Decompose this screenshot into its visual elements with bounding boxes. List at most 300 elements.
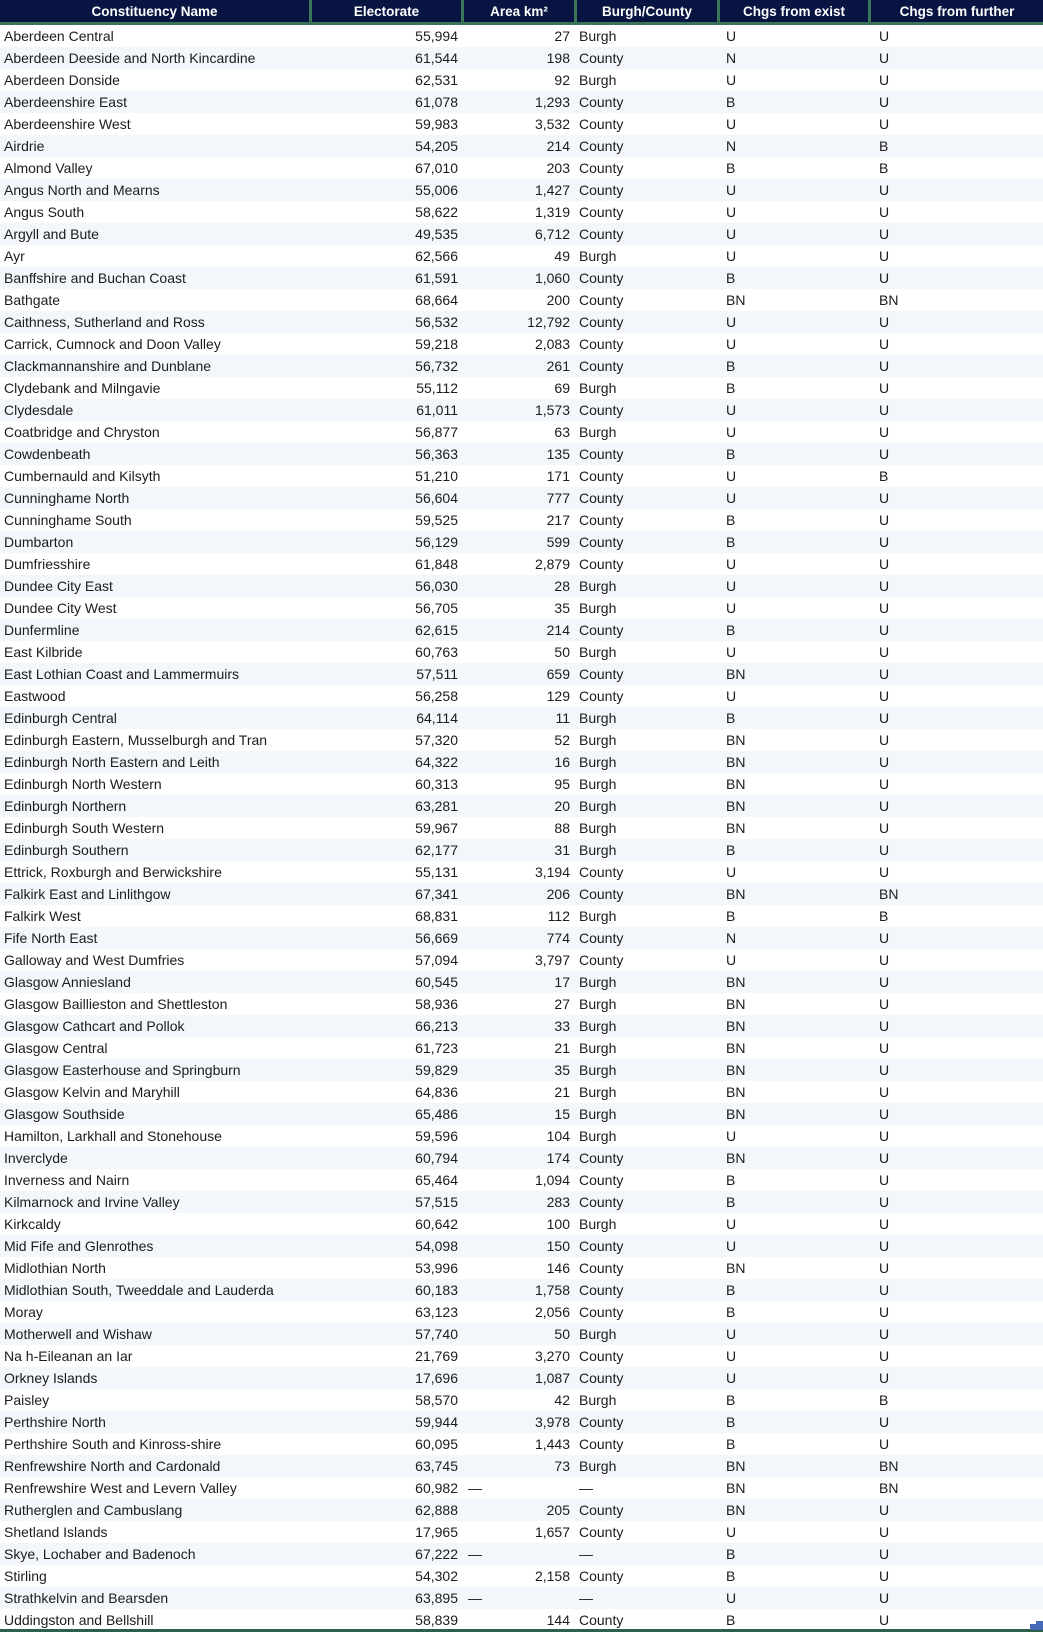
cell-area: 198 [546, 50, 570, 66]
cell-burgh: Burgh [579, 1040, 617, 1056]
cell-name: Edinburgh North Western [4, 776, 162, 792]
cell-area: 50 [554, 644, 570, 660]
cell-further: U [879, 732, 890, 748]
cell-electorate: 61,078 [415, 94, 458, 110]
cell-further: U [879, 1326, 890, 1342]
cell-further: U [879, 1304, 890, 1320]
cell-exist: U [726, 226, 737, 242]
cell-name: Dunfermline [4, 622, 80, 638]
table-row [0, 1499, 1043, 1521]
cell-exist: B [726, 1194, 736, 1210]
cell-further: U [879, 864, 890, 880]
column-header-chgs-from-further[interactable]: Chgs from further [871, 0, 1043, 25]
cell-exist: U [726, 490, 737, 506]
cell-electorate: 56,705 [415, 600, 458, 616]
cell-area: 16 [554, 754, 570, 770]
cell-burgh: Burgh [579, 776, 617, 792]
cell-name: Midlothian South, Tweeddale and Lauderda [4, 1282, 274, 1298]
cell-further: B [879, 1392, 889, 1408]
cell-electorate: 59,596 [415, 1128, 458, 1144]
cell-burgh: Burgh [579, 248, 617, 264]
cell-further: U [879, 1414, 890, 1430]
cell-area: 52 [554, 732, 570, 748]
cell-burgh: County [579, 886, 624, 902]
cell-name: East Lothian Coast and Lammermuirs [4, 666, 239, 682]
cell-electorate: 56,732 [415, 358, 458, 374]
cell-electorate: 56,030 [415, 578, 458, 594]
cell-further: U [879, 1370, 890, 1386]
table-row [0, 245, 1043, 267]
cell-burgh: County [579, 1414, 624, 1430]
cell-name: Cumbernauld and Kilsyth [4, 468, 161, 484]
cell-name: Paisley [4, 1392, 50, 1408]
cell-exist: BN [726, 1502, 746, 1518]
cell-burgh: — [579, 1480, 593, 1496]
cell-electorate: 21,769 [415, 1348, 458, 1364]
cell-exist: B [726, 622, 736, 638]
cell-name: Carrick, Cumnock and Doon Valley [4, 336, 221, 352]
cell-burgh: Burgh [579, 1062, 617, 1078]
table-row [0, 1565, 1043, 1587]
cell-further: U [879, 1568, 890, 1584]
cell-burgh: Burgh [579, 1392, 617, 1408]
cell-exist: B [726, 1172, 736, 1188]
cell-further: U [879, 952, 890, 968]
cell-name: Glasgow Easterhouse and Springburn [4, 1062, 241, 1078]
column-header-area-km2[interactable]: Area km² [464, 0, 577, 25]
cell-electorate: 55,994 [415, 28, 458, 44]
cell-electorate: 54,098 [415, 1238, 458, 1254]
cell-name: Midlothian North [4, 1260, 106, 1276]
cell-name: Fife North East [4, 930, 98, 946]
cell-area: 35 [554, 600, 570, 616]
cell-name: Cunninghame North [4, 490, 130, 506]
cell-burgh: Burgh [579, 28, 617, 44]
cell-area: 17 [554, 974, 570, 990]
cell-area: 200 [546, 292, 570, 308]
cell-exist: BN [726, 1040, 746, 1056]
cell-further: U [879, 402, 890, 418]
cell-further: U [879, 336, 890, 352]
cell-exist: B [726, 270, 736, 286]
cell-area: 283 [546, 1194, 570, 1210]
cell-burgh: County [579, 204, 624, 220]
table-row [0, 751, 1043, 773]
cell-further: U [879, 1612, 890, 1628]
cell-area: 12,792 [527, 314, 570, 330]
cell-exist: BN [726, 1260, 746, 1276]
cell-electorate: 60,763 [415, 644, 458, 660]
table-row [0, 1081, 1043, 1103]
cell-exist: BN [726, 1150, 746, 1166]
cell-exist: U [726, 204, 737, 220]
cell-area: 100 [546, 1216, 570, 1232]
cell-burgh: — [579, 1546, 593, 1562]
cell-exist: BN [726, 1084, 746, 1100]
cell-area: 112 [547, 908, 570, 924]
cell-area: 11 [555, 710, 570, 726]
cell-name: Glasgow Anniesland [4, 974, 131, 990]
cell-exist: BN [726, 820, 746, 836]
cell-name: Angus South [4, 204, 85, 220]
cell-further: U [879, 248, 890, 264]
cell-area: 214 [546, 138, 570, 154]
cell-area: 31 [554, 842, 570, 858]
table-row [0, 1059, 1043, 1081]
cell-name: Cunninghame South [4, 512, 132, 528]
cell-electorate: 63,281 [415, 798, 458, 814]
cell-exist: N [726, 50, 737, 66]
cell-electorate: 57,511 [416, 666, 458, 682]
cell-area: 261 [546, 358, 570, 374]
column-header-constituency-name[interactable]: Constituency Name [0, 0, 312, 25]
cell-name: Inverness and Nairn [4, 1172, 130, 1188]
cell-area: 6,712 [534, 226, 570, 242]
cell-area: 150 [546, 1238, 570, 1254]
cell-area: 777 [546, 490, 570, 506]
cell-exist: BN [726, 1106, 746, 1122]
cell-electorate: 55,006 [415, 182, 458, 198]
cell-further: U [879, 600, 890, 616]
cell-electorate: 17,965 [415, 1524, 458, 1540]
cell-exist: U [726, 556, 737, 572]
table-row [0, 773, 1043, 795]
cell-name: Glasgow Southside [4, 1106, 125, 1122]
cell-further: BN [879, 292, 899, 308]
cell-exist: N [726, 930, 737, 946]
cell-name: Bathgate [4, 292, 61, 308]
cell-exist: U [726, 468, 737, 484]
cell-burgh: Burgh [579, 1326, 617, 1342]
table-row [0, 179, 1043, 201]
table-row [0, 1587, 1043, 1609]
cell-further: U [879, 1282, 890, 1298]
cell-burgh: Burgh [579, 72, 617, 88]
cell-further: U [879, 1590, 890, 1606]
table-row [0, 1521, 1043, 1543]
cell-further: U [879, 1238, 890, 1254]
cell-exist: U [726, 1326, 737, 1342]
column-header-electorate[interactable]: Electorate [312, 0, 464, 25]
cell-electorate: 60,545 [415, 974, 458, 990]
table-row [0, 1367, 1043, 1389]
cell-burgh: County [579, 622, 624, 638]
table-row [0, 157, 1043, 179]
table-row [0, 1477, 1043, 1499]
cell-name: Glasgow Central [4, 1040, 108, 1056]
cell-area: 2,056 [534, 1304, 570, 1320]
cell-burgh: County [579, 1304, 624, 1320]
cell-burgh: County [579, 1612, 624, 1628]
cell-burgh: Burgh [579, 842, 617, 858]
cell-area: 3,194 [534, 864, 570, 880]
cell-name: Edinburgh Northern [4, 798, 127, 814]
table-row [0, 1433, 1043, 1455]
cell-exist: U [726, 952, 737, 968]
cell-further: U [879, 380, 890, 396]
cell-further: U [879, 1436, 890, 1452]
cell-area: 1,427 [534, 182, 570, 198]
cell-burgh: Burgh [579, 1106, 617, 1122]
cell-name: Aberdeenshire West [4, 116, 131, 132]
cell-burgh: Burgh [579, 424, 617, 440]
table-row [0, 597, 1043, 619]
cell-burgh: County [579, 138, 624, 154]
cell-further: U [879, 666, 890, 682]
cell-exist: U [726, 1128, 737, 1144]
cell-burgh: County [579, 182, 624, 198]
cell-name: Glasgow Cathcart and Pollok [4, 1018, 185, 1034]
cell-burgh: County [579, 1172, 624, 1188]
table-row [0, 1213, 1043, 1235]
cell-electorate: 57,740 [415, 1326, 458, 1342]
cell-electorate: 67,222 [415, 1546, 458, 1562]
cell-exist: U [726, 314, 737, 330]
table-row [0, 113, 1043, 135]
cell-burgh: Burgh [579, 1458, 617, 1474]
cell-burgh: County [579, 1194, 624, 1210]
cell-exist: BN [726, 996, 746, 1012]
table-row [0, 861, 1043, 883]
cell-area: 1,060 [534, 270, 570, 286]
cell-burgh: Burgh [579, 974, 617, 990]
cell-name: Mid Fife and Glenrothes [4, 1238, 154, 1254]
scroll-corner-block-short [1030, 1624, 1036, 1630]
cell-further: U [879, 996, 890, 1012]
cell-burgh: County [579, 1568, 624, 1584]
cell-name: Glasgow Baillieston and Shettleston [4, 996, 228, 1012]
cell-further: B [879, 138, 889, 154]
cell-exist: B [726, 446, 736, 462]
cell-exist: U [726, 402, 737, 418]
cell-further: U [879, 798, 890, 814]
cell-burgh: Burgh [579, 1128, 617, 1144]
cell-electorate: 68,664 [415, 292, 458, 308]
cell-further: U [879, 1018, 890, 1034]
cell-name: Perthshire South and Kinross-shire [4, 1436, 222, 1452]
cell-exist: BN [726, 1480, 746, 1496]
table-body [0, 25, 1043, 1631]
cell-further: U [879, 72, 890, 88]
cell-electorate: 66,213 [415, 1018, 458, 1034]
cell-burgh: Burgh [579, 820, 617, 836]
cell-further: U [879, 1546, 890, 1562]
cell-further: U [879, 28, 890, 44]
cell-further: U [879, 644, 890, 660]
table-row [0, 971, 1043, 993]
table-row [0, 355, 1043, 377]
cell-name: Aberdeen Central [4, 28, 114, 44]
cell-name: Edinburgh Southern [4, 842, 129, 858]
cell-electorate: 63,895 [415, 1590, 458, 1606]
table-row [0, 553, 1043, 575]
cell-exist: BN [726, 798, 746, 814]
cell-further: U [879, 754, 890, 770]
cell-area: 33 [554, 1018, 570, 1034]
cell-electorate: 63,745 [415, 1458, 458, 1474]
cell-electorate: 54,302 [415, 1568, 458, 1584]
cell-area: 2,879 [534, 556, 570, 572]
cell-area: 3,270 [534, 1348, 570, 1364]
cell-burgh: County [579, 50, 624, 66]
cell-electorate: 59,983 [415, 116, 458, 132]
cell-area: — [468, 1590, 482, 1606]
column-header-chgs-from-exist[interactable]: Chgs from exist [720, 0, 871, 25]
cell-electorate: 56,877 [415, 424, 458, 440]
cell-name: Falkirk West [4, 908, 81, 924]
cell-further: U [879, 1348, 890, 1364]
cell-area: 50 [554, 1326, 570, 1342]
table-row [0, 1125, 1043, 1147]
cell-name: Inverclyde [4, 1150, 68, 1166]
cell-burgh: County [579, 402, 624, 418]
cell-area: 129 [546, 688, 570, 704]
cell-burgh: County [579, 534, 624, 550]
cell-burgh: County [579, 1282, 624, 1298]
cell-further: B [879, 468, 889, 484]
cell-further: U [879, 1260, 890, 1276]
cell-burgh: County [579, 1436, 624, 1452]
table-row [0, 1543, 1043, 1565]
cell-area: 21 [554, 1040, 570, 1056]
cell-further: U [879, 556, 890, 572]
cell-electorate: 64,322 [415, 754, 458, 770]
table-row [0, 993, 1043, 1015]
cell-further: U [879, 50, 890, 66]
cell-exist: U [726, 578, 737, 594]
cell-further: U [879, 1128, 890, 1144]
table-row [0, 663, 1043, 685]
cell-electorate: 56,129 [415, 534, 458, 550]
cell-burgh: Burgh [579, 908, 617, 924]
cell-electorate: 60,794 [415, 1150, 458, 1166]
table-row [0, 69, 1043, 91]
cell-exist: U [726, 116, 737, 132]
cell-further: U [879, 1150, 890, 1166]
table-row [0, 927, 1043, 949]
table-row [0, 421, 1043, 443]
cell-exist: U [726, 1524, 737, 1540]
table-row [0, 839, 1043, 861]
cell-area: — [468, 1480, 482, 1496]
cell-electorate: 61,723 [415, 1040, 458, 1056]
cell-further: U [879, 1040, 890, 1056]
cell-burgh: County [579, 446, 624, 462]
cell-burgh: County [579, 490, 624, 506]
cell-electorate: 60,313 [415, 776, 458, 792]
column-header-burgh-county[interactable]: Burgh/County [577, 0, 720, 25]
cell-name: Moray [4, 1304, 43, 1320]
table-row [0, 267, 1043, 289]
cell-area: 42 [554, 1392, 570, 1408]
cell-area: 1,443 [534, 1436, 570, 1452]
cell-electorate: 62,888 [415, 1502, 458, 1518]
cell-burgh: County [579, 116, 624, 132]
table-row [0, 1345, 1043, 1367]
cell-name: Almond Valley [4, 160, 93, 176]
cell-name: Airdrie [4, 138, 45, 154]
cell-area: 217 [546, 512, 570, 528]
table-row [0, 1389, 1043, 1411]
cell-exist: U [726, 336, 737, 352]
cell-name: Aberdeen Donside [4, 72, 120, 88]
cell-burgh: Burgh [579, 380, 617, 396]
cell-exist: B [726, 1282, 736, 1298]
table-row [0, 201, 1043, 223]
cell-area: 88 [554, 820, 570, 836]
cell-name: Orkney Islands [4, 1370, 98, 1386]
cell-electorate: 60,183 [415, 1282, 458, 1298]
cell-burgh: County [579, 468, 624, 484]
cell-burgh: County [579, 688, 624, 704]
table-row [0, 223, 1043, 245]
cell-electorate: 51,210 [415, 468, 458, 484]
cell-further: U [879, 1084, 890, 1100]
cell-area: 214 [546, 622, 570, 638]
cell-area: 1,087 [534, 1370, 570, 1386]
cell-further: BN [879, 886, 899, 902]
cell-burgh: Burgh [579, 1084, 617, 1100]
cell-name: Falkirk East and Linlithgow [4, 886, 171, 902]
cell-electorate: 56,258 [415, 688, 458, 704]
cell-further: U [879, 1106, 890, 1122]
table-row [0, 47, 1043, 69]
cell-electorate: 17,696 [415, 1370, 458, 1386]
table-row [0, 1191, 1043, 1213]
cell-burgh: County [579, 512, 624, 528]
cell-electorate: 64,114 [416, 710, 458, 726]
cell-exist: U [726, 1348, 737, 1364]
table-row [0, 1323, 1043, 1345]
table-row [0, 1037, 1043, 1059]
cell-burgh: County [579, 930, 624, 946]
table-row [0, 641, 1043, 663]
cell-electorate: 56,604 [415, 490, 458, 506]
cell-further: U [879, 710, 890, 726]
cell-area: 1,094 [534, 1172, 570, 1188]
cell-name: Dumbarton [4, 534, 74, 550]
cell-electorate: 65,486 [415, 1106, 458, 1122]
cell-exist: B [726, 1414, 736, 1430]
cell-further: U [879, 622, 890, 638]
cell-name: Angus North and Mearns [4, 182, 160, 198]
cell-further: U [879, 930, 890, 946]
cell-burgh: Burgh [579, 1018, 617, 1034]
cell-name: Strathkelvin and Bearsden [4, 1590, 169, 1606]
cell-area: — [468, 1546, 482, 1562]
cell-name: Clydesdale [4, 402, 74, 418]
cell-name: Aberdeenshire East [4, 94, 127, 110]
cell-exist: B [726, 94, 736, 110]
cell-exist: U [726, 248, 737, 264]
cell-further: U [879, 490, 890, 506]
cell-further: U [879, 776, 890, 792]
cell-further: BN [879, 1458, 899, 1474]
table-row [0, 399, 1043, 421]
cell-further: U [879, 314, 890, 330]
cell-area: 104 [546, 1128, 570, 1144]
table-row [0, 685, 1043, 707]
table-row [0, 1301, 1043, 1323]
cell-area: 3,797 [534, 952, 570, 968]
cell-area: 27 [554, 28, 570, 44]
cell-name: Dundee City West [4, 600, 117, 616]
cell-electorate: 55,112 [416, 380, 458, 396]
cell-exist: BN [726, 1062, 746, 1078]
cell-area: 2,158 [534, 1568, 570, 1584]
cell-burgh: County [579, 358, 624, 374]
cell-exist: U [726, 1590, 737, 1606]
